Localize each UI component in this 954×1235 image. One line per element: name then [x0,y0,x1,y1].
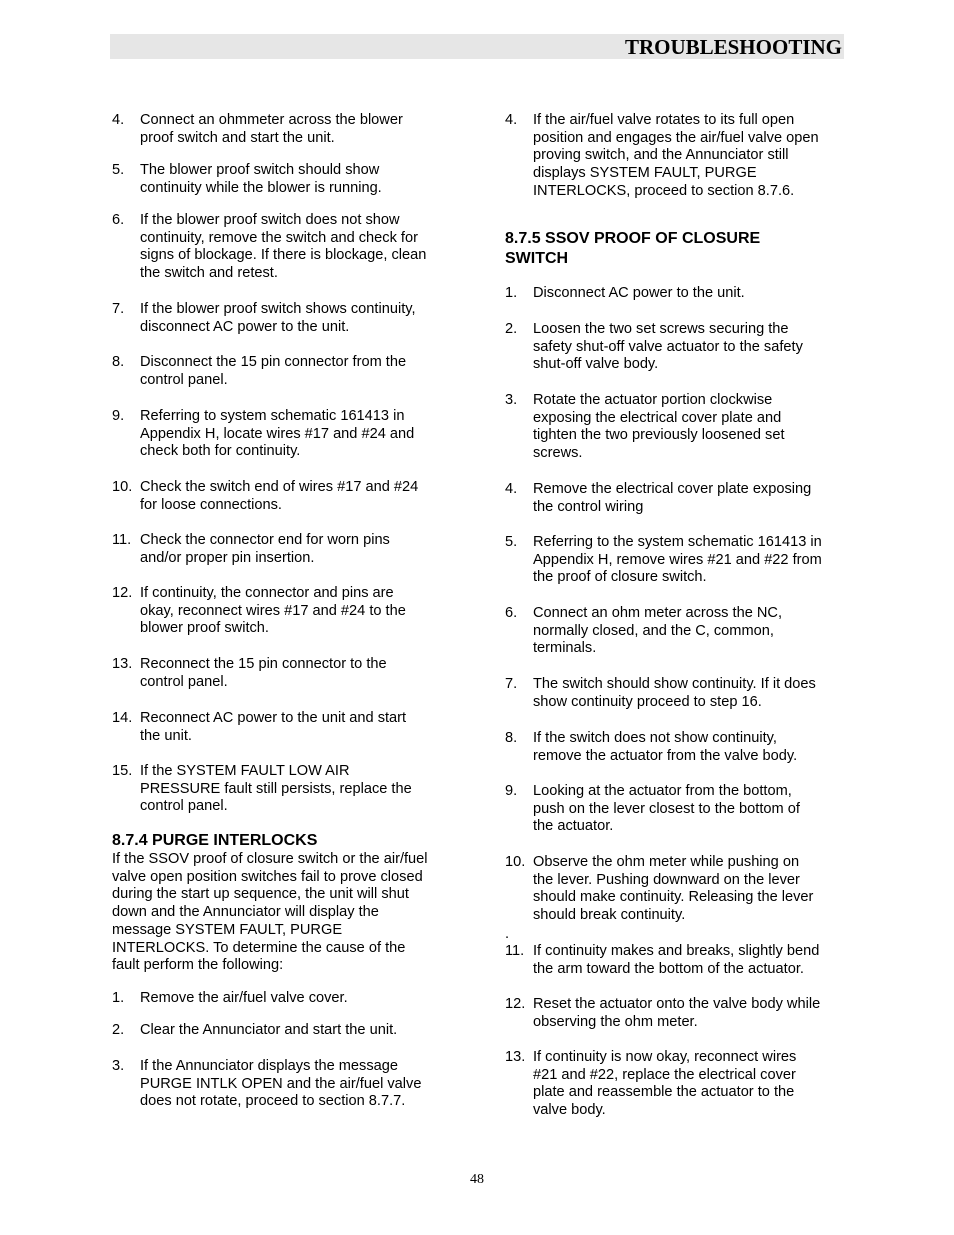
item-number: 15. [112,763,133,779]
item-number: 1. [505,285,518,301]
item-text: Referring to the system schematic 161413 in Appendix H, remove wires #21 and #22 from the proof of closure switch. [533,534,822,586]
item-text: Referring to system schematic 161413 in Appendix H, locate wires #17 and #24 and check both for continuity. [140,408,415,460]
item-number: 1. [112,990,125,1006]
item-text: Reconnect the 15 pin connector to the control panel. [140,656,387,690]
item-text: Check the connector end for worn pins and/or proper pin insertion. [140,532,390,566]
item-text: Clear the Annunciator and start the unit. [140,1022,398,1038]
item-number: 5. [505,534,518,550]
item-number: 8. [505,730,518,746]
item-text: If the blower proof switch shows continuity, disconnect AC power to the unit. [140,301,416,335]
item-text: Disconnect the 15 pin connector from the control panel. [140,354,407,388]
item-number: 4. [505,481,518,497]
item-text: Disconnect AC power to the unit. [533,285,745,301]
item-text: Loosen the two set screws securing the safety shut-off valve actuator to the safety shut-off valve body. [533,321,803,373]
item-number: 11. [505,943,525,959]
item-text: The switch should show continuity. If it does show continuity proceed to step 16. [533,676,816,710]
item-text: If continuity makes and breaks, slightly bend the arm toward the bottom of the actuator. [533,943,820,977]
item-text: The blower proof switch should show continuity while the blower is running. [140,162,382,196]
stray-dot: . [505,926,510,942]
section-heading: 8.7.4 PURGE INTERLOCKS [112,832,318,849]
item-number: 5. [112,162,125,178]
section-paragraph: If the SSOV proof of closure switch or the air/fuel valve open position switches fail to prove closed during the start up sequence, the unit will shut down and the Annunciator will display the message SYSTEM FAULT, PURGE INTERLOCKS. To determine the cause of the fault perform the following: [112,851,428,974]
item-text: Reconnect AC power to the unit and start the unit. [140,710,407,744]
item-number: 7. [112,301,125,317]
item-number: 12. [112,585,133,601]
item-text: If the SYSTEM FAULT LOW AIR PRESSURE fault still persists, replace the control panel. [140,763,412,815]
page-title: TROUBLESHOOTING [624,35,842,59]
item-text: If continuity, the connector and pins are okay, reconnect wires #17 and #24 to the blower proof switch. [140,585,406,637]
item-text: Check the switch end of wires #17 and #24 for loose connections. [140,479,419,513]
item-text: Reset the actuator onto the valve body while observing the ohm meter. [533,996,821,1030]
item-number: 13. [505,1049,526,1065]
item-number: 6. [112,212,125,228]
page-number: 48 [470,1172,484,1187]
item-number: 10. [505,854,526,870]
item-number: 13. [112,656,133,672]
item-text: If the Annunciator displays the message PURGE INTLK OPEN and the air/fuel valve does not rotate, proceed to section 8.7.7. [140,1058,422,1110]
item-number: 10. [112,479,133,495]
item-text: If continuity is now okay, reconnect wires #21 and #22, replace the electrical cover plate and reassemble the actuator to the valve body. [533,1049,797,1119]
item-number: 7. [505,676,518,692]
item-number: 6. [505,605,518,621]
item-number: 9. [112,408,125,424]
item-number: 9. [505,783,518,799]
item-number: 3. [505,392,518,408]
item-number: 12. [505,996,526,1012]
item-text: Connect an ohmmeter across the blower proof switch and start the unit. [140,112,403,146]
item-text: Looking at the actuator from the bottom, push on the lever closest to the bottom of the actuator. [533,783,800,835]
item-number: 4. [505,112,518,128]
item-number: 4. [112,112,125,128]
item-text: Rotate the actuator portion clockwise exposing the electrical cover plate and tighten the two previously loosened set screws. [533,392,785,462]
item-number: 2. [112,1022,125,1038]
section-heading: 8.7.5 SSOV PROOF OF CLOSURE SWITCH [505,230,761,267]
item-number: 8. [112,354,125,370]
item-number: 14. [112,710,133,726]
item-text: If the switch does not show continuity, remove the actuator from the valve body. [533,730,798,764]
header-bar [110,34,844,59]
item-text: If the air/fuel valve rotates to its full open position and engages the air/fuel valve open proving switch, and the Annunciator still displays SYSTEM FAULT, PURGE INTERLOCKS, proceed to section 8.7.6. [533,112,819,199]
item-number: 2. [505,321,518,337]
item-text: Connect an ohm meter across the NC, normally closed, and the C, common, terminals. [533,605,783,657]
item-text: If the blower proof switch does not show continuity, remove the switch and check for signs of blockage. If there is blockage, clean the switch and retest. [140,212,427,282]
item-text: Remove the electrical cover plate exposing the control wiring [533,481,812,515]
item-text: Remove the air/fuel valve cover. [140,990,348,1006]
item-text: Observe the ohm meter while pushing on the lever. Pushing downward on the lever should make continuity. Releasing the lever should break continuity. [533,854,814,924]
item-number: 3. [112,1058,125,1074]
item-number: 11. [112,532,132,548]
